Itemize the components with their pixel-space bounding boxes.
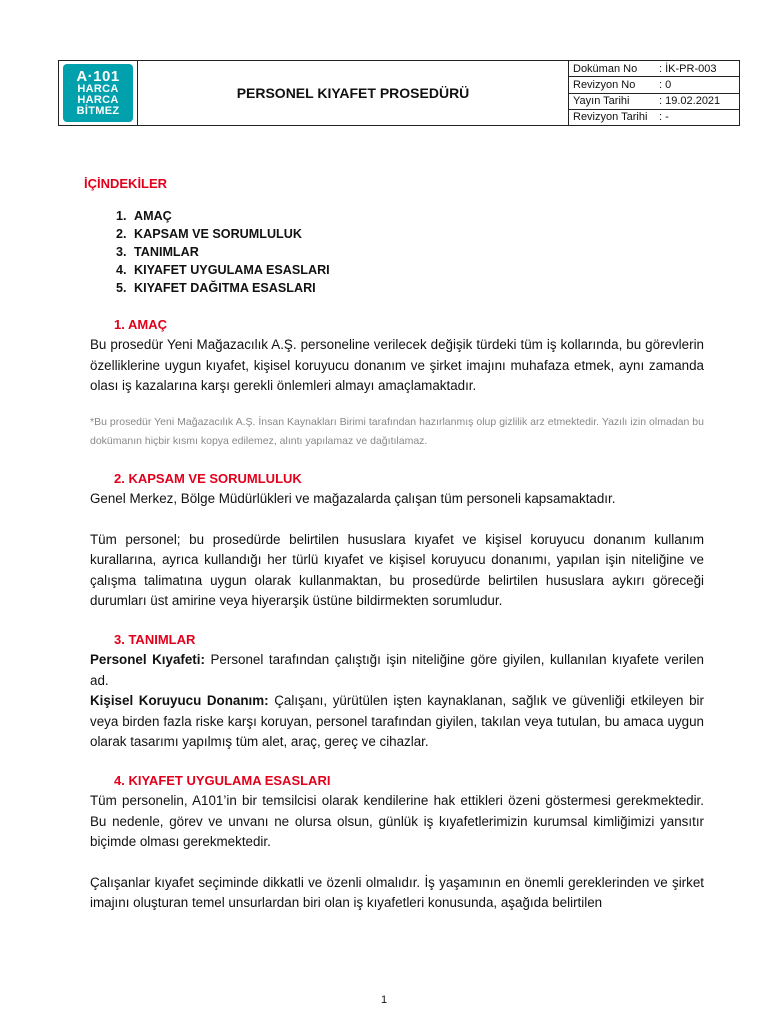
meta-row [569, 94, 739, 110]
section-paragraph: Genel Merkez, Bölge Müdürlükleri ve mağazalarda çalışan tüm personeli kapsamaktadır. [90, 491, 616, 506]
meta-label: Revizyon Tarihi [573, 111, 648, 124]
section-paragraph: Tüm personelin, A101’in bir temsilcisi olarak kendilerine hak ettikleri özeni göstermesi gerekmektedir. Bu nedenle, görev ve unvanı ne olursa olsun, günlük iş kıyafetlerimizin kurumsal kimliğimizi yansıtır biçimde olması gerekmektedir. [90, 793, 704, 849]
meta-row [569, 110, 739, 125]
meta-row [569, 61, 739, 77]
page-number: 1 [380, 994, 388, 1006]
definition-term: Personel Kıyafeti: [90, 652, 205, 667]
meta-value: : 19.02.2021 [659, 95, 721, 108]
section-heading-uygulama: 4. KIYAFET UYGULAMA ESASLARI [114, 772, 331, 788]
logo-cell [59, 61, 138, 125]
logo-text-1: A·101 [76, 68, 120, 85]
section-paragraph: Çalışanlar kıyafet seçiminde dikkatli ve özenli olmalıdır. İş yaşamının en önemli gereklerinden ve şirket imajını oluşturan temel unsurlardan biri olan iş kıyafetleri konusunda, aşağıda belirtilen [90, 874, 704, 910]
document-meta-table [568, 61, 739, 125]
section-heading-amac: 1. AMAÇ [114, 316, 167, 332]
confidentiality-note: *Bu prosedür Yeni Mağazacılık A.Ş. İnsan Kaynakları Birimi tarafından hazırlanmış olup gizlilik arz etmektedir. Yazılı izin olmadan bu dokümanın hiçbir kısmı kopya edilemez, alıntı yapılamaz ve dağıtılamaz. [90, 415, 704, 447]
toc-item: 2. KAPSAM VE SORUMLULUK [130, 225, 704, 243]
document-body [84, 170, 704, 914]
meta-label: Doküman No [573, 62, 638, 75]
toc-item: 3. TANIMLAR [130, 243, 704, 261]
logo-text-4: BİTMEZ [76, 105, 120, 117]
definition-paragraph [90, 650, 704, 691]
document-title: PERSONEL KIYAFET PROSEDÜRÜ [236, 85, 470, 101]
table-of-contents [90, 207, 704, 297]
definition-paragraph [90, 691, 704, 753]
definition-text: Çalışanı, yürütülen işten kaynaklanan, sağlık ve güvenliği etkileyen bir veya birden fazla riske karşı koruyan, personel tarafından giyilen, takılan veya tutulan, bu amaca uygun olarak tasarımı yapılmış tüm alet, araç, gereç ve cihazlar. [90, 693, 704, 749]
definition-term: Kişisel Koruyucu Donanım: [90, 693, 269, 708]
logo-text-3: HARCA [77, 94, 119, 106]
section-heading-tanimlar: 3. TANIMLAR [114, 631, 196, 647]
meta-value: : İK-PR-003 [659, 62, 717, 75]
a101-logo [63, 64, 133, 122]
meta-value: : - [659, 111, 669, 124]
section-paragraph: Bu prosedür Yeni Mağazacılık A.Ş. personeline verilecek değişik türdeki tüm iş kollarında, bu görevlerin özelliklerine uygun kıyafet, kişisel koruyucu donanım ve şirket imajını muhafaza etmek, aynı zamanda olası iş kazalarına karşı gerekli önlemleri almayı amaçlamaktadır. [90, 337, 704, 393]
section-paragraph: Tüm personel; bu prosedürde belirtilen hususlara kıyafet ve kişisel koruyucu donanım kullanım kurallarına, ayrıca kullandığı her türlü kıyafet ve kişisel koruyucu donanımı, yapılan işin niteliğine ve çalışma talimatına uygun olarak kullanmaktan, bu prosedürde belirtilen hususlara aykırı göreceği durumları üst amirine veya hiyerarşik üstüne bildirmekten sorumludur. [90, 531, 704, 608]
toc-item: 1. AMAÇ [130, 207, 704, 225]
meta-value: : 0 [659, 78, 672, 91]
section-heading-kapsam: 2. KAPSAM VE SORUMLULUK [114, 470, 302, 486]
toc-heading: İÇİNDEKİLER [84, 176, 168, 191]
toc-item: 4. KIYAFET UYGULAMA ESASLARI [130, 261, 704, 279]
meta-row [569, 77, 739, 93]
logo-text-2: HARCA [77, 83, 119, 95]
document-header [58, 60, 740, 126]
meta-label: Revizyon No [573, 78, 636, 91]
definition-text: Personel tarafından çalıştığı işin niteliğine göre giyilen, kullanılan kıyafete verilen ad. [90, 652, 704, 688]
toc-item: 5. KIYAFET DAĞITMA ESASLARI [130, 279, 704, 297]
meta-label: Yayın Tarihi [573, 95, 630, 108]
